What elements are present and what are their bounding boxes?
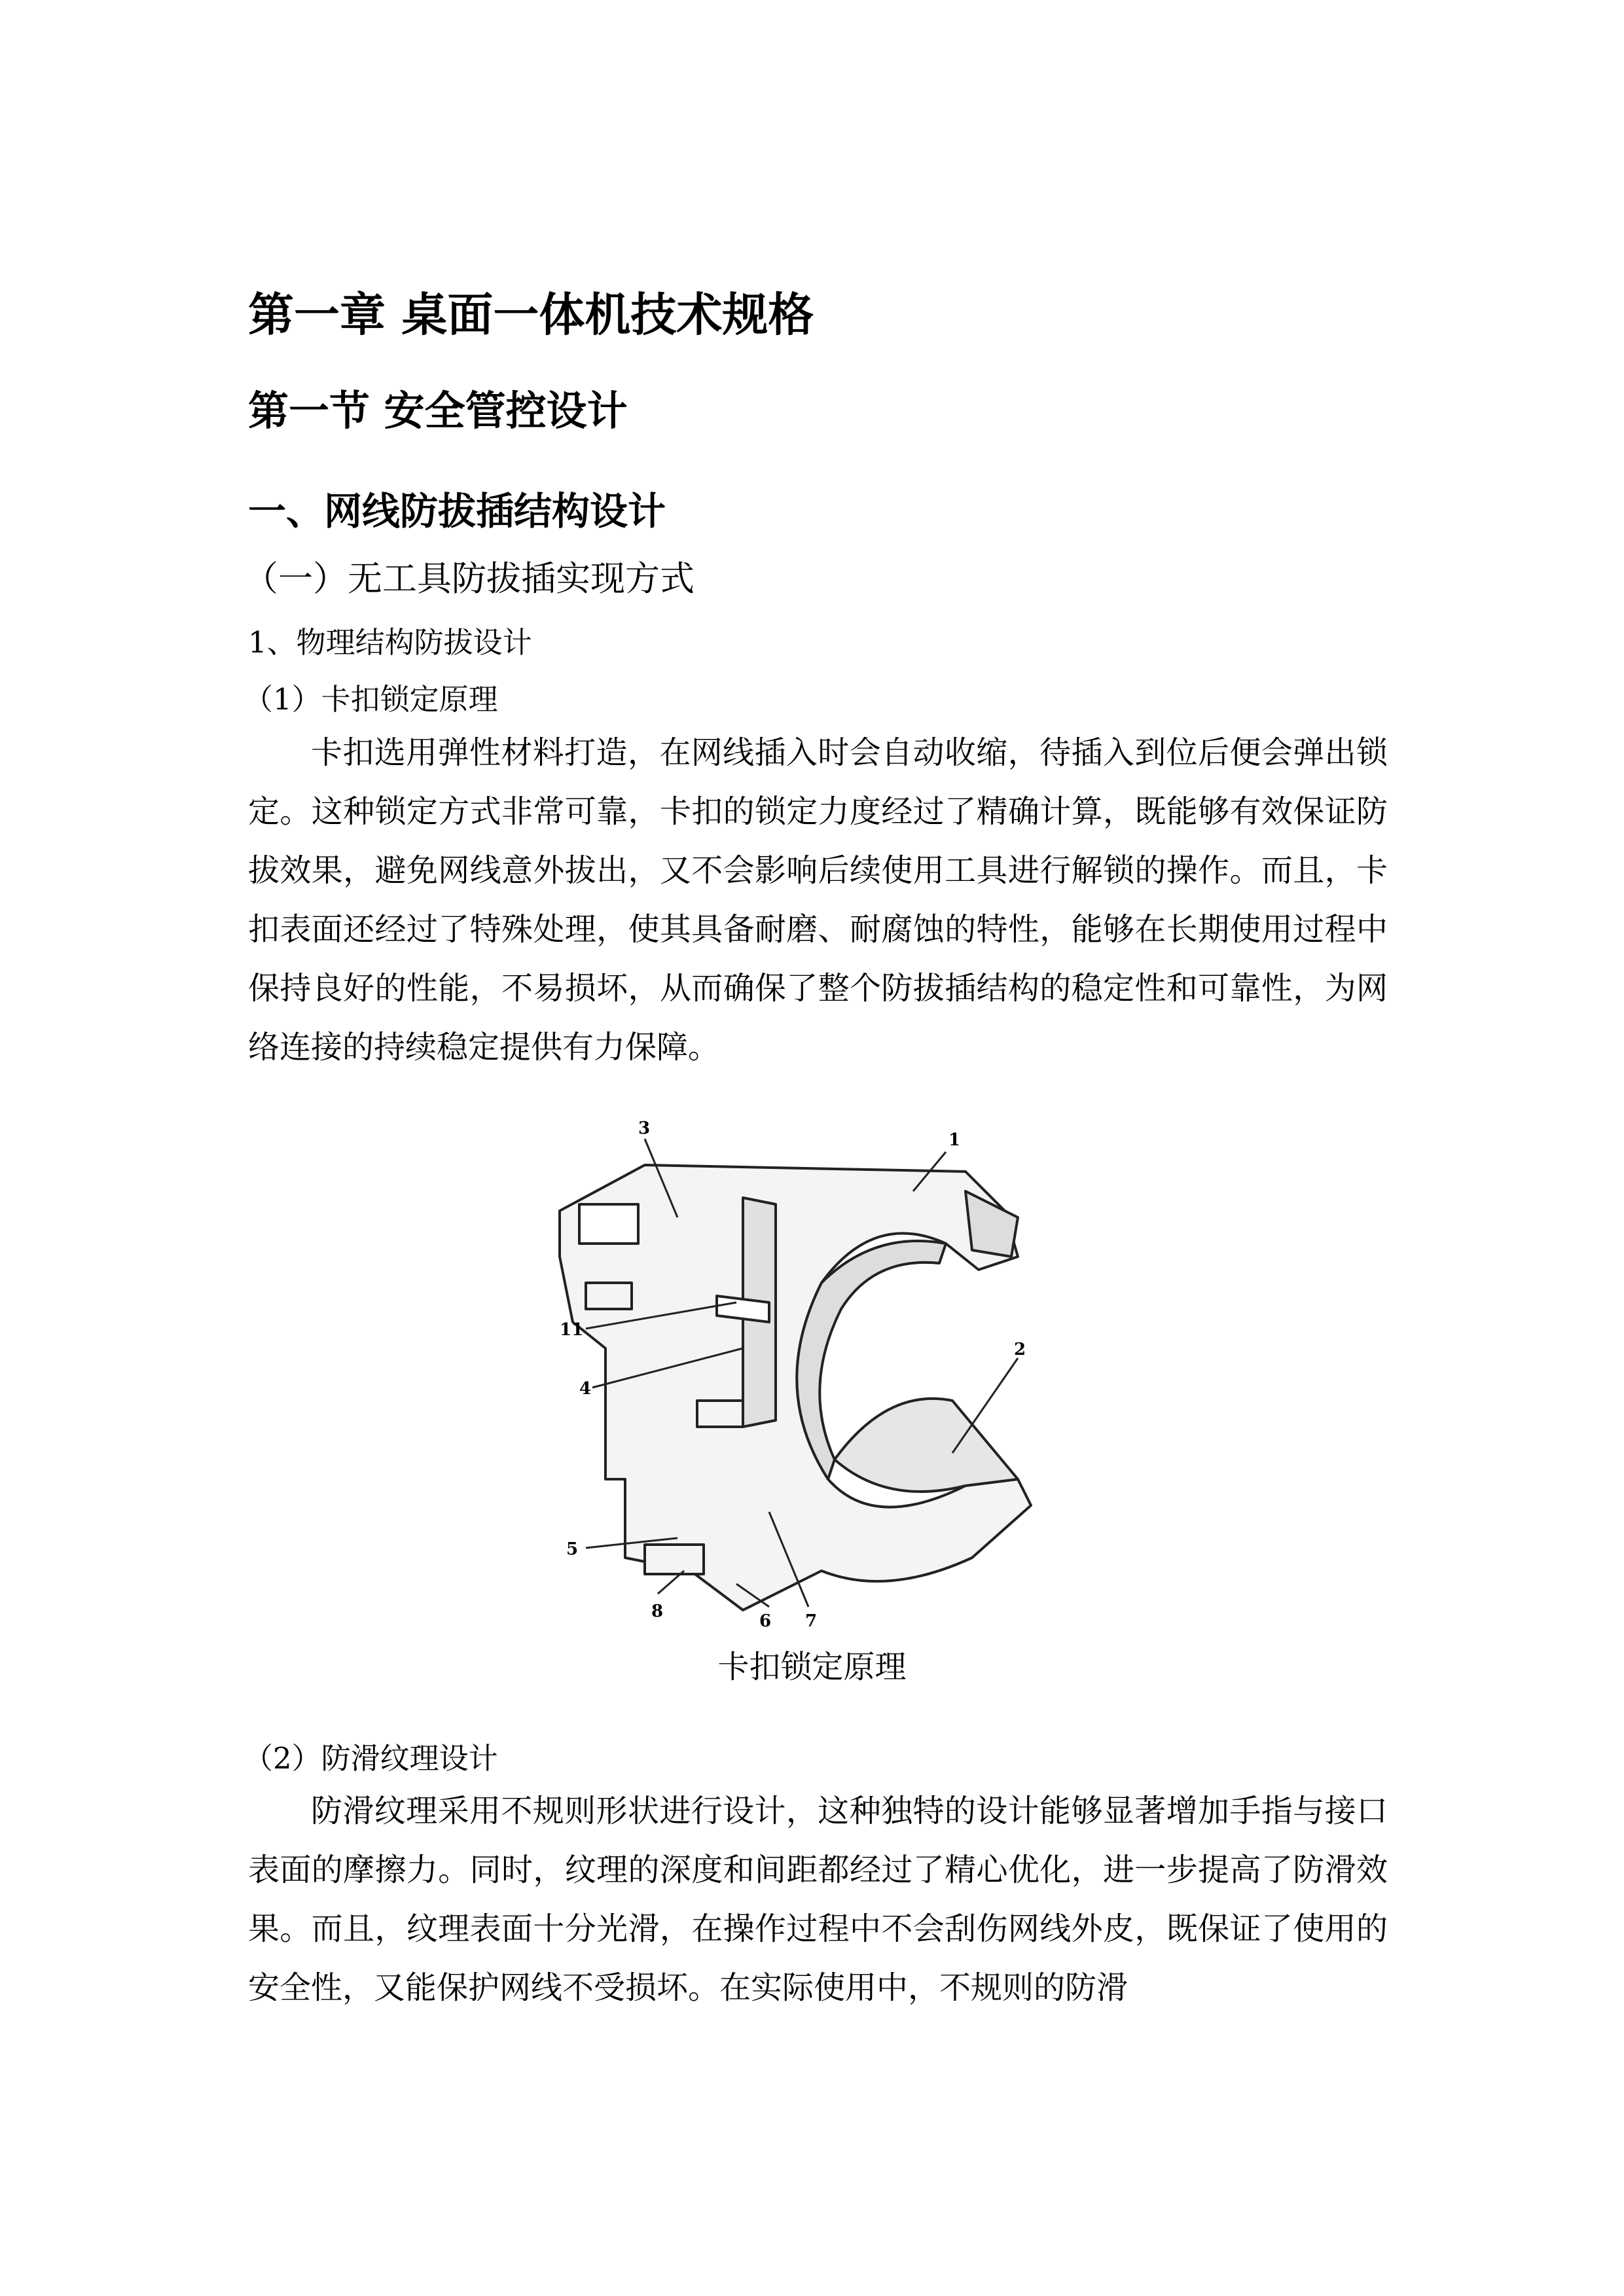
callout-11: 11 (560, 1320, 584, 1340)
point1-body: 卡扣选用弹性材料打造，在网线插入时会自动收缩，待插入到位后便会弹出锁定。这种锁定方式非常可靠，卡扣的锁定力度经过了精确计算，既能够有效保证防拔效果，避免网线意外拔出，又不会影响后续使用工具进行解锁的操作。而且，卡扣表面还经过了特殊处理，使其具备耐磨、耐腐蚀的特性，能够在长期使用过程中保持良好的性能，不易损坏，从而确保了整个防拔插结构的稳定性和可靠性，为网络连接的持续稳定提供有力保障。 (248, 734, 1388, 1066)
item-title: 1、物理结构防拔设计 (248, 625, 532, 660)
figure-caption: 卡扣锁定原理 (717, 1649, 907, 1685)
callout-4: 4 (579, 1379, 592, 1399)
subsection-title: 一、网线防拔插结构设计 (248, 489, 666, 533)
sub-subsection-title: （一）无工具防拔插实现方式 (244, 559, 695, 599)
callout-1: 1 (948, 1130, 961, 1150)
point2-body: 防滑纹理采用不规则形状进行设计，这种独特的设计能够显著增加手指与接口表面的摩擦力。同时，纹理的深度和间距都经过了精心优化，进一步提高了防滑效果。而且，纹理表面十分光滑，在操作过程中不会刮伤网线外皮，既保证了使用的安全性，又能保护网线不受损坏。在实际使用中，不规则的防滑 (248, 1793, 1388, 2006)
snap-lock-drawing (547, 1113, 1083, 1636)
callout-6: 6 (759, 1611, 772, 1631)
callout-8: 8 (651, 1602, 664, 1621)
callout-2: 2 (1014, 1340, 1026, 1359)
callout-7: 7 (805, 1611, 818, 1631)
section-title: 第一节 安全管控设计 (248, 387, 628, 435)
chapter-title: 第一章 桌面一体机技术规格 (248, 288, 814, 342)
point1-title: （1）卡扣锁定原理 (244, 682, 498, 717)
snap-lock-diagram (547, 1113, 1083, 1636)
point2-title: （2）防滑纹理设计 (244, 1741, 498, 1776)
callout-5: 5 (566, 1539, 579, 1559)
callout-3: 3 (638, 1119, 651, 1138)
